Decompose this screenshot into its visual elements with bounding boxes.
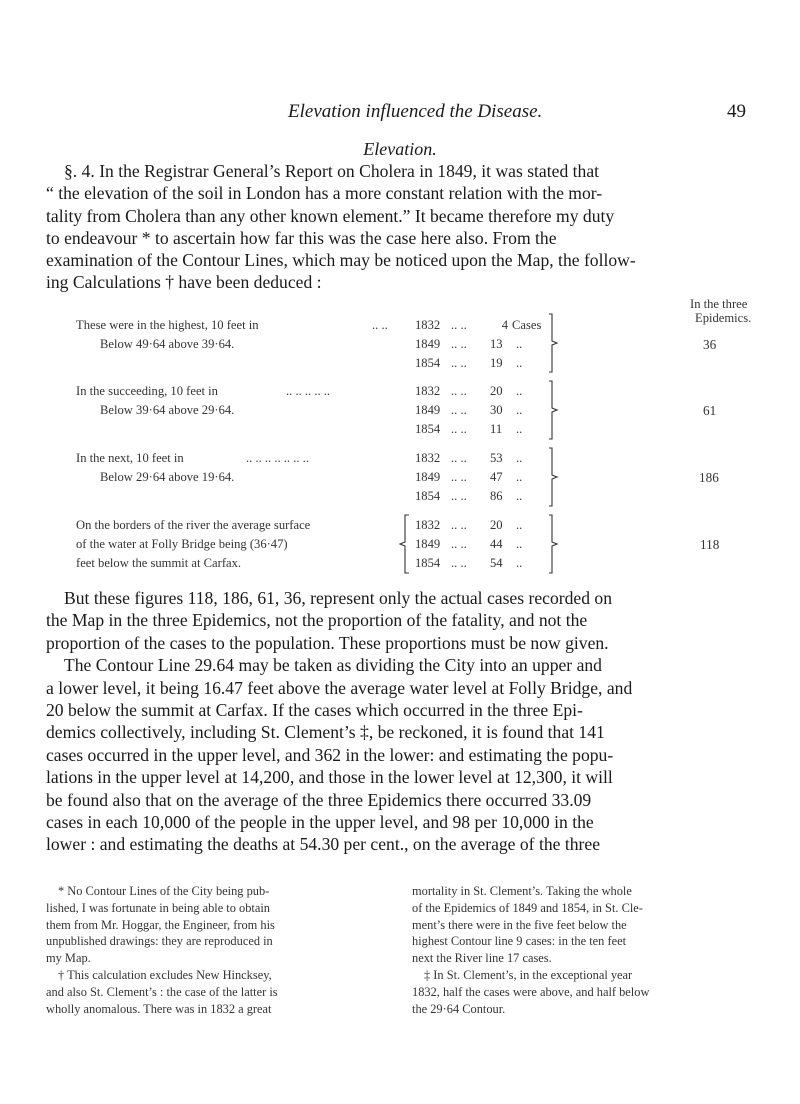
- row-cases: 47: [490, 470, 503, 484]
- leader-dots: ..: [516, 518, 523, 532]
- page-number: 49: [727, 101, 746, 122]
- body-line: cases occurred in the upper level, and 362 in the lower: and estimating the popu-: [46, 744, 614, 765]
- intro-line: tality from Cholera than any other known element.” It became therefore my duty: [46, 205, 615, 226]
- row-year: 1832: [415, 451, 441, 465]
- right-brace-icon: [548, 313, 560, 373]
- row-year: 1832: [415, 384, 441, 398]
- intro-line: examination of the Contour Lines, which may be noticed upon the Map, the follow-: [46, 250, 636, 271]
- group-desc-line: feet below the summit at Carfax.: [76, 556, 242, 570]
- row-cases: 19: [490, 356, 503, 370]
- row-cases: 4: [501, 318, 508, 332]
- leader-dots: ..: [516, 337, 523, 351]
- leader-dots: .. ..: [451, 489, 467, 503]
- intro-line: ing Calculations † have been deduced :: [46, 272, 322, 293]
- leader-dots: ..: [516, 422, 523, 436]
- row-cases: 11: [490, 422, 503, 436]
- row-year: 1849: [415, 337, 441, 351]
- row-cases: 86: [490, 489, 503, 503]
- intro-paragraph: [46, 160, 636, 294]
- row-year: 1854: [415, 356, 441, 370]
- row-cases: 54: [490, 556, 503, 570]
- row-cases: 20: [490, 384, 503, 398]
- body-line: be found also that on the average of the three Epidemics there occurred 33.09: [46, 789, 592, 810]
- group-total: 186: [699, 470, 719, 485]
- row-cases: 30: [490, 403, 503, 417]
- body-line: the Map in the three Epidemics, not the proportion of the fatality, and not the: [46, 610, 588, 631]
- leader-dots: .. ..: [451, 451, 467, 465]
- group-desc-line: Below 49·64 above 39·64.: [100, 337, 235, 351]
- body-line: lower : and estimating the deaths at 54.30 per cent., on the average of the three: [46, 834, 600, 855]
- row-year: 1849: [415, 470, 441, 484]
- leader-dots: ..: [516, 403, 523, 417]
- intro-line: §. 4. In the Registrar General’s Report on Cholera in 1849, it was stated that: [64, 161, 600, 181]
- section-title: Elevation.: [363, 139, 437, 159]
- leader-dots: .. ..: [451, 384, 467, 398]
- leader-dots: .. ..: [451, 318, 467, 332]
- footnote-line: my Map.: [46, 951, 91, 966]
- row-year: 1854: [415, 422, 441, 436]
- running-header: [0, 101, 800, 125]
- footnote-line: highest Contour line 9 cases: in the ten feet: [412, 934, 627, 949]
- group-total: 118: [700, 537, 720, 552]
- footnote-line: † This calculation excludes New Hincksey,: [58, 967, 272, 982]
- group-total: 36: [703, 337, 717, 352]
- leader-dots: .. .. .. .. ..: [286, 384, 331, 398]
- footnote-line: ‡ In St. Clement’s, in the exceptional year: [424, 967, 633, 982]
- footnote-line: next the River line 17 cases.: [412, 951, 552, 966]
- leader-dots: ..: [516, 537, 523, 551]
- footnote-line: of the Epidemics of 1849 and 1854, in St. Cle-: [412, 900, 643, 915]
- footnote-line: * No Contour Lines of the City being pub-: [58, 884, 270, 898]
- leader-dots: ..: [516, 470, 523, 484]
- leader-dots: ..: [516, 489, 523, 503]
- intro-line: “ the elevation of the soil in London has a more constant relation with the mor-: [46, 183, 603, 204]
- leader-dots: .. ..: [451, 403, 467, 417]
- leader-dots: .. .. .. .. .. .. ..: [246, 451, 309, 465]
- total-header-line: In the three: [690, 297, 748, 311]
- row-year: 1854: [415, 489, 441, 503]
- group-desc-line: Below 29·64 above 19·64.: [100, 470, 235, 484]
- total-header: [690, 297, 800, 325]
- leader-dots: ..: [516, 384, 523, 398]
- total-header-line: Epidemics.: [695, 311, 752, 325]
- group-desc-line: In the next, 10 feet in: [76, 451, 184, 465]
- row-year: 1849: [415, 403, 441, 417]
- footnote-line: and also St. Clement’s : the case of the latter is: [46, 984, 278, 999]
- row-year: 1849: [415, 537, 441, 551]
- row-year: 1832: [415, 518, 441, 532]
- body-line: But these figures 118, 186, 61, 36, represent only the actual cases recorded on: [64, 588, 613, 608]
- footnote-line: 1832, half the cases were above, and half below: [412, 984, 650, 999]
- row-year: 1854: [415, 556, 441, 570]
- cases-unit: Cases: [512, 318, 542, 332]
- row-cases: 53: [490, 451, 503, 465]
- group-desc-line: On the borders of the river the average surface: [76, 518, 311, 532]
- body-line: proportion of the cases to the population. These proportions must be now given.: [46, 632, 609, 653]
- leader-dots: .. ..: [451, 422, 467, 436]
- row-cases: 13: [490, 337, 503, 351]
- row-cases: 20: [490, 518, 503, 532]
- left-brace-icon: [396, 514, 410, 574]
- leader-dots: .. ..: [451, 518, 467, 532]
- footnote-line: ment’s there were in the five feet below the: [412, 917, 627, 932]
- leader-dots: .. ..: [451, 337, 467, 351]
- footnotes-right: [412, 883, 752, 1017]
- body-line: cases in each 10,000 of the people in the upper level, and 98 per 10,000 in the: [46, 812, 594, 833]
- leader-dots: ..: [516, 451, 523, 465]
- right-brace-icon: [548, 380, 560, 440]
- body-paragraph: [46, 587, 632, 856]
- leader-dots: .. ..: [451, 556, 467, 570]
- group-desc-line: Below 39·64 above 29·64.: [100, 403, 235, 417]
- footnote-line: them from Mr. Hoggar, the Engineer, from his: [46, 917, 275, 932]
- intro-line: to endeavour * to ascertain how far this was the case here also. From the: [46, 227, 557, 248]
- footnote-line: mortality in St. Clement’s. Taking the whole: [412, 884, 632, 898]
- leader-dots: .. ..: [451, 537, 467, 551]
- right-brace-icon: [548, 447, 560, 507]
- running-title: Elevation influenced the Disease.: [288, 101, 543, 122]
- body-line: demics collectively, including St. Clement’s ‡, be reckoned, it is found that 141: [46, 722, 605, 743]
- row-year: 1832: [415, 318, 441, 332]
- body-line: 20 below the summit at Carfax. If the cases which occurred in the three Epi-: [46, 700, 583, 721]
- group-desc-line: of the water at Folly Bridge being (36·47): [76, 537, 288, 551]
- leader-dots: .. ..: [451, 470, 467, 484]
- footnote-line: lished, I was fortunate in being able to obtain: [46, 900, 271, 915]
- group-desc-line: In the succeeding, 10 feet in: [76, 384, 218, 398]
- group-desc-line: These were in the highest, 10 feet in: [76, 318, 259, 332]
- leader-dots: ..: [516, 356, 523, 370]
- footnote-line: the 29·64 Contour.: [412, 1001, 506, 1016]
- leader-dots: .. ..: [451, 356, 467, 370]
- row-cases: 44: [490, 537, 503, 551]
- right-brace-icon: [548, 514, 560, 574]
- footnotes-left: [46, 883, 386, 1017]
- body-line: a lower level, it being 16.47 feet above the average water level at Folly Bridge, and: [46, 677, 633, 698]
- leader-dots: ..: [516, 556, 523, 570]
- body-line: lations in the upper level at 14,200, and those in the lower level at 12,300, it will: [46, 767, 613, 788]
- footnote-line: wholly anomalous. There was in 1832 a great: [46, 1001, 272, 1016]
- leader-dots: .. ..: [372, 318, 388, 332]
- group-total: 61: [703, 403, 717, 418]
- footnote-line: unpublished drawings: they are reproduced in: [46, 934, 273, 949]
- body-line: The Contour Line 29.64 may be taken as dividing the City into an upper and: [64, 655, 602, 676]
